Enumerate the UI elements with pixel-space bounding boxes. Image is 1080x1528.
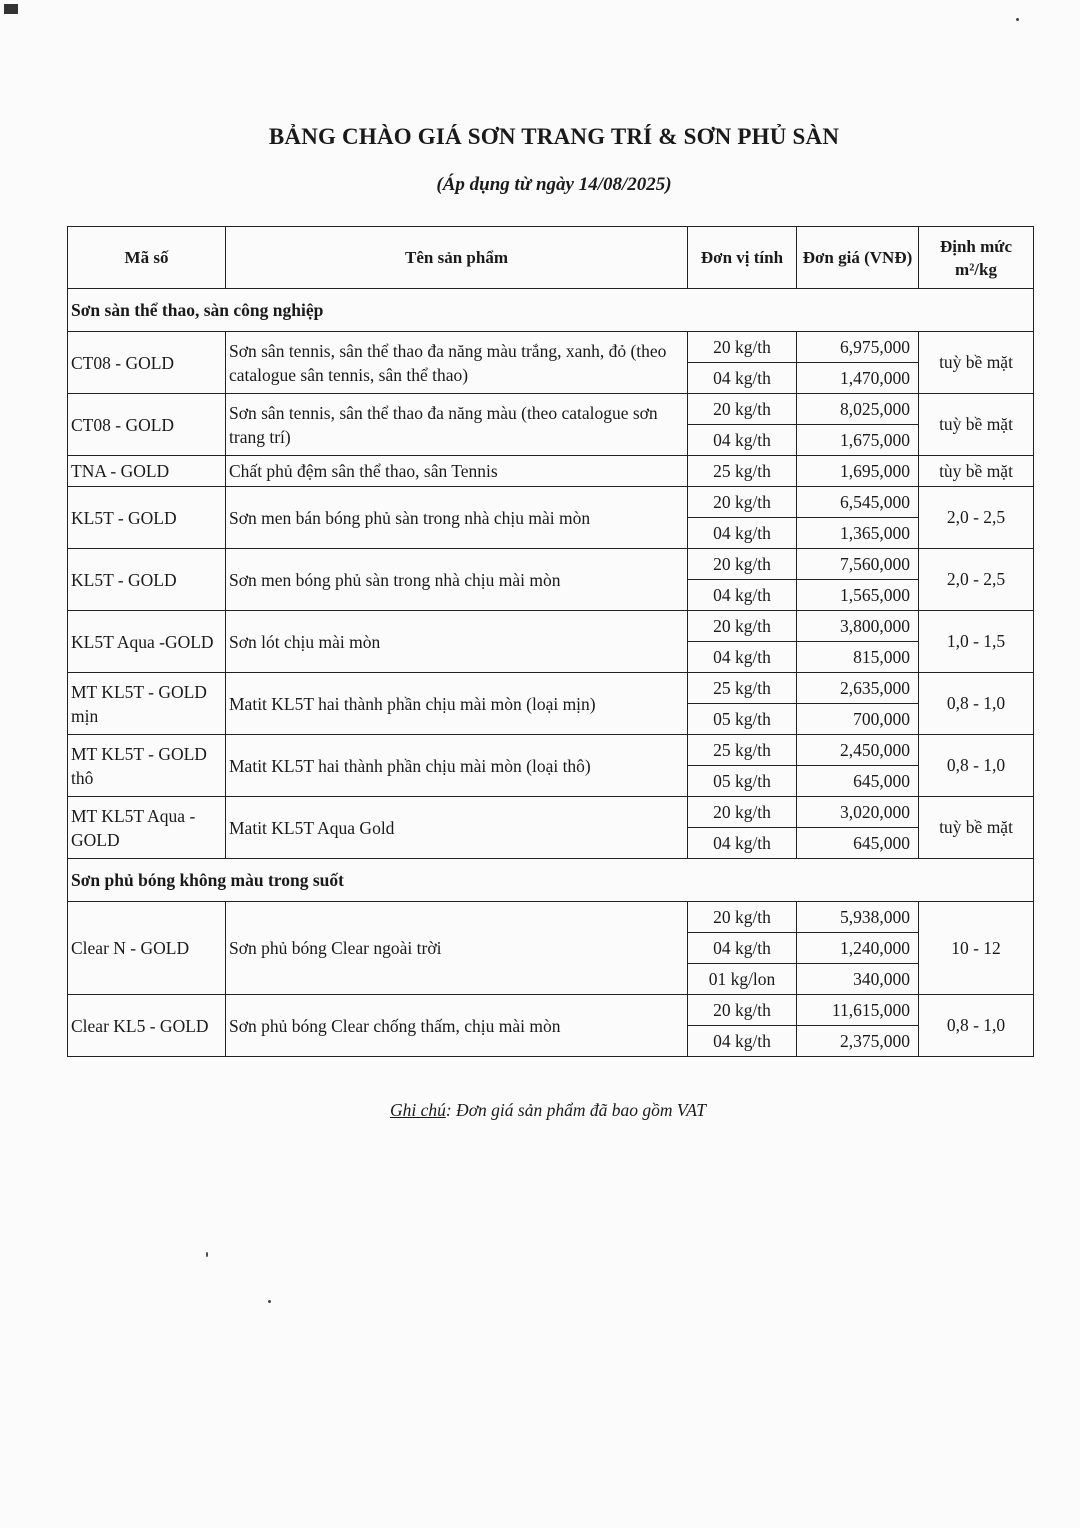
table-row (68, 487, 1034, 518)
price-cell: 2,450,000 (797, 735, 919, 766)
price-cell: 645,000 (797, 828, 919, 859)
unit-cell: 04 kg/th (688, 518, 797, 549)
product-code: KL5T - GOLD (68, 487, 226, 549)
unit-cell: 25 kg/th (688, 456, 797, 487)
unit-cell: 04 kg/th (688, 425, 797, 456)
scan-speck (268, 1300, 271, 1303)
price-cell: 1,675,000 (797, 425, 919, 456)
unit-cell: 05 kg/th (688, 704, 797, 735)
coverage-rate: 2,0 - 2,5 (919, 549, 1034, 611)
section-row (68, 289, 1034, 332)
coverage-rate: 1,0 - 1,5 (919, 611, 1034, 673)
price-cell: 11,615,000 (797, 995, 919, 1026)
column-header-rate: Định mức m²/kg (919, 227, 1034, 289)
price-cell: 815,000 (797, 642, 919, 673)
footnote-label: Ghi chú (389, 1100, 446, 1120)
unit-cell: 20 kg/th (688, 332, 797, 363)
table-row (68, 673, 1034, 704)
price-cell: 645,000 (797, 766, 919, 797)
unit-cell: 20 kg/th (688, 394, 797, 425)
footnote-text: : Đơn giá sản phẩm đã bao gồm VAT (445, 1100, 707, 1120)
table-row (68, 332, 1034, 363)
price-cell: 3,020,000 (797, 797, 919, 828)
coverage-rate: 10 - 12 (919, 902, 1034, 995)
unit-cell: 20 kg/th (688, 611, 797, 642)
coverage-rate: 2,0 - 2,5 (919, 487, 1034, 549)
price-cell: 1,470,000 (797, 363, 919, 394)
price-cell: 700,000 (797, 704, 919, 735)
unit-cell: 20 kg/th (688, 549, 797, 580)
price-cell: 3,800,000 (797, 611, 919, 642)
scan-corner-mark (4, 4, 18, 14)
section-title: Sơn sàn thể thao, sàn công nghiệp (68, 289, 1034, 332)
column-header-name: Tên sản phẩm (226, 227, 688, 289)
unit-cell: 04 kg/th (688, 933, 797, 964)
scan-speck (206, 1252, 208, 1257)
coverage-rate: 0,8 - 1,0 (919, 673, 1034, 735)
product-code: MT KL5T Aqua - GOLD (68, 797, 226, 859)
product-name: Sơn men bán bóng phủ sàn trong nhà chịu mài mòn (226, 487, 688, 549)
unit-cell: 04 kg/th (688, 1026, 797, 1057)
price-cell: 7,560,000 (797, 549, 919, 580)
section-row (68, 859, 1034, 902)
table-row (68, 611, 1034, 642)
product-name: Matit KL5T Aqua Gold (226, 797, 688, 859)
product-name: Matit KL5T hai thành phần chịu mài mòn (loại thô) (226, 735, 688, 797)
unit-cell: 04 kg/th (688, 828, 797, 859)
column-header-code: Mã số (68, 227, 226, 289)
price-table-body (68, 227, 1034, 1057)
product-code: KL5T - GOLD (68, 549, 226, 611)
table-row (68, 797, 1034, 828)
product-name: Sơn sân tennis, sân thể thao đa năng màu (theo catalogue sơn trang trí) (226, 394, 688, 456)
product-name: Sơn phủ bóng Clear chống thấm, chịu mài mòn (226, 995, 688, 1057)
table-row (68, 995, 1034, 1026)
price-cell: 5,938,000 (797, 902, 919, 933)
product-code: TNA - GOLD (68, 456, 226, 487)
page-title: BẢNG CHÀO GIÁ SƠN TRANG TRÍ & SƠN PHỦ SÀN (268, 124, 840, 149)
price-cell: 6,545,000 (797, 487, 919, 518)
price-cell: 8,025,000 (797, 394, 919, 425)
coverage-rate: tuỳ bề mặt (919, 332, 1034, 394)
product-name: Sơn lót chịu mài mòn (226, 611, 688, 673)
price-cell: 1,565,000 (797, 580, 919, 611)
unit-cell: 01 kg/lon (688, 964, 797, 995)
unit-cell: 20 kg/th (688, 487, 797, 518)
price-cell: 340,000 (797, 964, 919, 995)
column-header-price: Đơn giá (VNĐ) (797, 227, 919, 289)
table-row (68, 735, 1034, 766)
footnote (0, 1100, 1080, 1121)
section-title: Sơn phủ bóng không màu trong suốt (68, 859, 1034, 902)
unit-cell: 20 kg/th (688, 902, 797, 933)
product-code: CT08 - GOLD (68, 332, 226, 394)
page-subtitle: (Áp dụng từ ngày 14/08/2025) (436, 174, 672, 195)
coverage-rate: tùy bề mặt (919, 456, 1034, 487)
price-cell: 1,365,000 (797, 518, 919, 549)
table-row (68, 549, 1034, 580)
product-name: Chất phủ đệm sân thể thao, sân Tennis (226, 456, 688, 487)
product-code: MT KL5T - GOLD thô (68, 735, 226, 797)
product-code: KL5T Aqua -GOLD (68, 611, 226, 673)
coverage-rate: 0,8 - 1,0 (919, 735, 1034, 797)
coverage-rate: 0,8 - 1,0 (919, 995, 1034, 1057)
price-cell: 1,240,000 (797, 933, 919, 964)
product-name: Sơn men bóng phủ sàn trong nhà chịu mài mòn (226, 549, 688, 611)
coverage-rate: tuỳ bề mặt (919, 797, 1034, 859)
price-table (67, 226, 1034, 1057)
product-code: MT KL5T - GOLD mịn (68, 673, 226, 735)
product-code: CT08 - GOLD (68, 394, 226, 456)
unit-cell: 20 kg/th (688, 995, 797, 1026)
coverage-rate: tuỳ bề mặt (919, 394, 1034, 456)
unit-cell: 20 kg/th (688, 797, 797, 828)
product-code: Clear KL5 - GOLD (68, 995, 226, 1057)
unit-cell: 04 kg/th (688, 363, 797, 394)
column-header-unit: Đơn vị tính (688, 227, 797, 289)
price-cell: 1,695,000 (797, 456, 919, 487)
product-name: Sơn sân tennis, sân thể thao đa năng màu trắng, xanh, đỏ (theo catalogue sân tennis, sân thể thao) (226, 332, 688, 394)
table-header-row (68, 227, 1034, 289)
unit-cell: 04 kg/th (688, 580, 797, 611)
unit-cell: 05 kg/th (688, 766, 797, 797)
unit-cell: 25 kg/th (688, 735, 797, 766)
product-name: Matit KL5T hai thành phần chịu mài mòn (loại mịn) (226, 673, 688, 735)
unit-cell: 25 kg/th (688, 673, 797, 704)
price-cell: 2,635,000 (797, 673, 919, 704)
price-cell: 6,975,000 (797, 332, 919, 363)
unit-cell: 04 kg/th (688, 642, 797, 673)
product-name: Sơn phủ bóng Clear ngoài trời (226, 902, 688, 995)
product-code: Clear N - GOLD (68, 902, 226, 995)
price-cell: 2,375,000 (797, 1026, 919, 1057)
table-row (68, 456, 1034, 487)
table-row (68, 902, 1034, 933)
scan-speck (1016, 18, 1019, 21)
table-row (68, 394, 1034, 425)
